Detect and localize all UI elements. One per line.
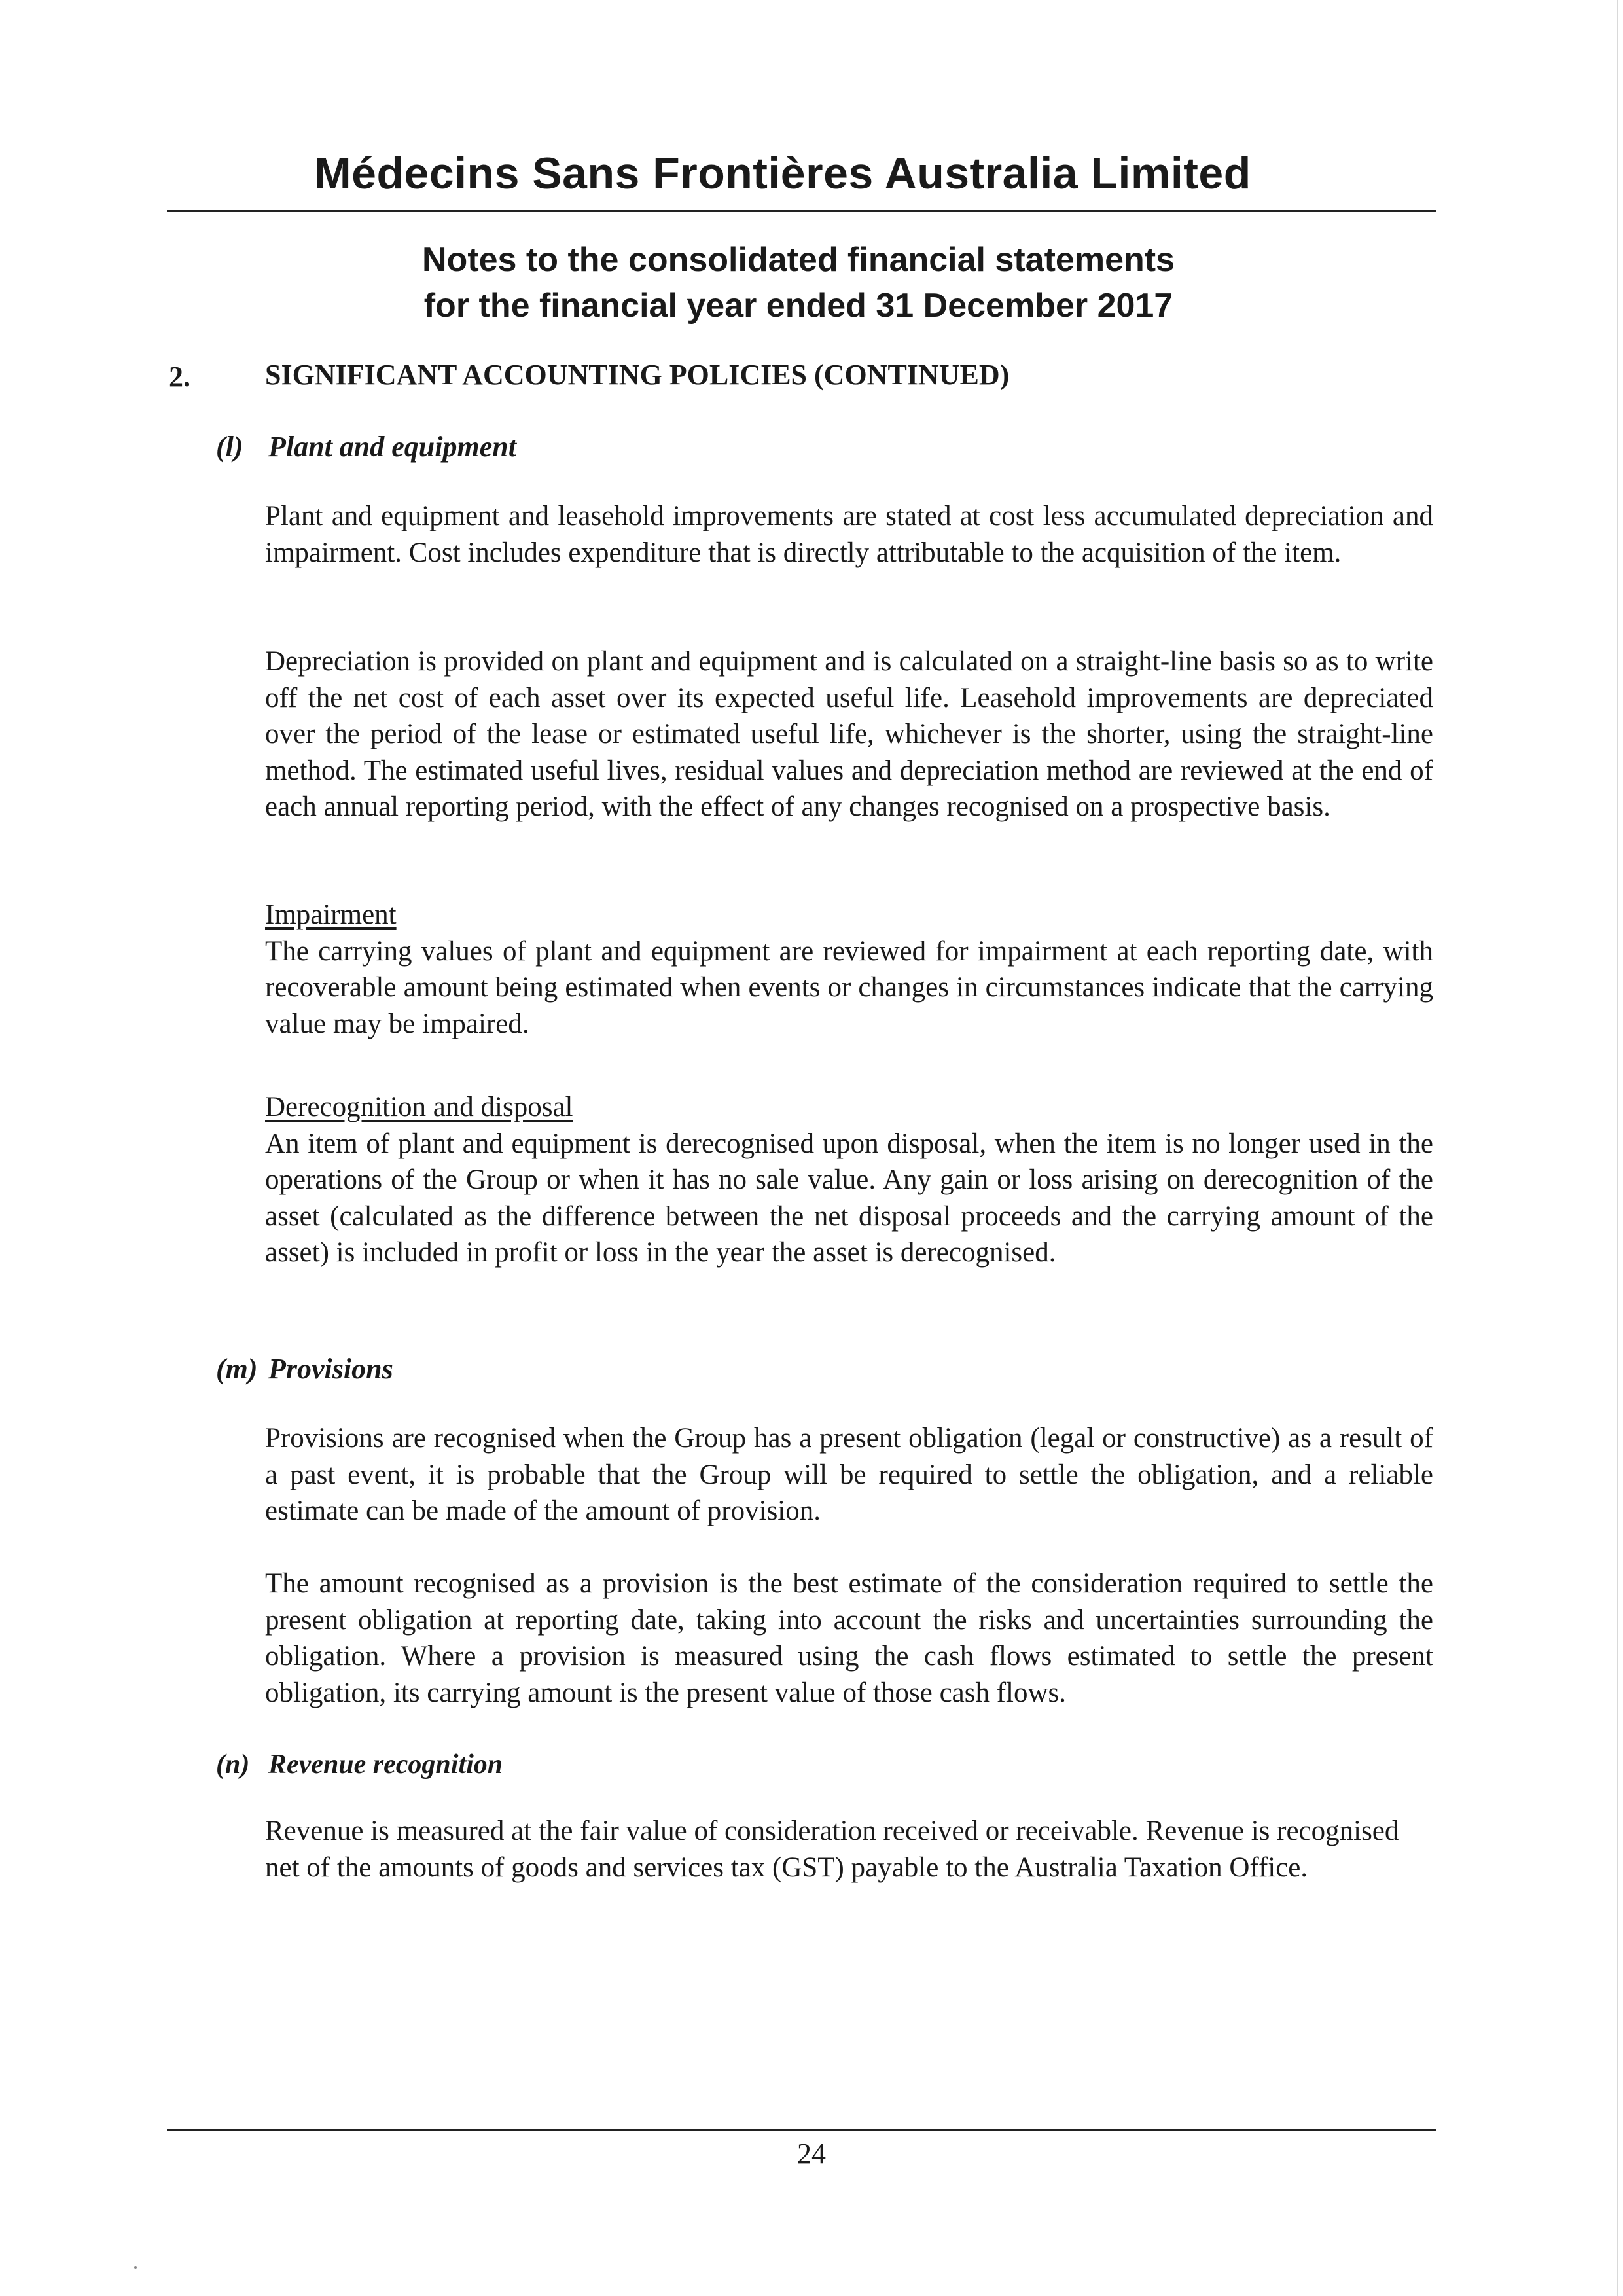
subsection-letter: (m)	[216, 1353, 258, 1385]
impairment-block	[265, 897, 1433, 1042]
header-rule	[167, 210, 1436, 212]
organisation-title: Médecins Sans Frontières Australia Limited	[314, 149, 1251, 198]
derecognition-text: An item of plant and equipment is derecognised upon disposal, when the item is no longer used in the operations of the Group or when it has no sale value. Any gain or loss arising on derecognition of the asset (calculated as the difference between the net disposal proceeds and the carrying amount of the asset) is included in profit or loss in the year the asset is derecognised.	[265, 1128, 1433, 1268]
footer-rule	[167, 2129, 1436, 2131]
subsection-title: Revenue recognition	[268, 1749, 503, 1780]
subtitle-line-1: Notes to the consolidated financial statements	[422, 241, 1175, 279]
plant-paragraph-1: Plant and equipment and leasehold improvements are stated at cost less accumulated depreciation and impairment. Cost includes expenditure that is directly attributable to the acquisition of the item.	[265, 501, 1433, 568]
impairment-text: The carrying values of plant and equipment are reviewed for impairment at each reporting date, with recoverable amount being estimated when events or changes in circumstances indicate that the carrying value may be impaired.	[265, 935, 1433, 1039]
page-number: 24	[797, 2138, 826, 2170]
subsection-letter: (l)	[216, 431, 243, 463]
subsection-heading-plant	[216, 430, 516, 463]
section-number: 2.	[169, 361, 190, 393]
page-edge-line	[1617, 0, 1618, 2296]
subsection-letter: (n)	[216, 1749, 250, 1780]
subsection-title: Plant and equipment	[268, 431, 516, 463]
statement-subtitle	[164, 237, 1433, 329]
subsection-heading-revenue	[216, 1749, 503, 1780]
provisions-paragraph-1: Provisions are recognised when the Group has a present obligation (legal or constructive) as a result of a past event, it is probable that the Group will be required to settle the obligation, and a reliable estimate can be made of the amount of provision.	[265, 1423, 1433, 1526]
provisions-paragraph-2: The amount recognised as a provision is the best estimate of the consideration required to settle the present obligation at reporting date, taking into account the risks and uncertainties surrounding the obligation. Where a provision is measured using the cash flows estimated to settle the present obligation, its carrying amount is the present value of those cash flows.	[265, 1568, 1433, 1708]
subsection-title: Provisions	[268, 1353, 393, 1385]
section-title: SIGNIFICANT ACCOUNTING POLICIES (CONTINUED)	[265, 359, 1010, 391]
impairment-heading: Impairment	[265, 899, 397, 930]
subtitle-line-2: for the financial year ended 31 December 2017	[423, 287, 1173, 325]
scan-mark	[134, 2266, 137, 2269]
derecognition-block	[265, 1089, 1433, 1271]
derecognition-heading: Derecognition and disposal	[265, 1092, 573, 1122]
subsection-heading-provisions	[216, 1352, 393, 1386]
plant-paragraph-2: Depreciation is provided on plant and equipment and is calculated on a straight-line basis so as to write off the net cost of each asset over its expected useful life. Leasehold improvements are depreciated over the period of the lease or estimated useful life, whichever is the shorter, using the straight-line method. The estimated useful lives, residual values and depreciation method are reviewed at the end of each annual reporting period, with the effect of any changes recognised on a prospective basis.	[265, 646, 1433, 822]
revenue-paragraph-1: Revenue is measured at the fair value of consideration received or receivable. Revenue is recognised net of the amounts of goods and services tax (GST) payable to the Australia Taxation Office.	[265, 1816, 1399, 1883]
